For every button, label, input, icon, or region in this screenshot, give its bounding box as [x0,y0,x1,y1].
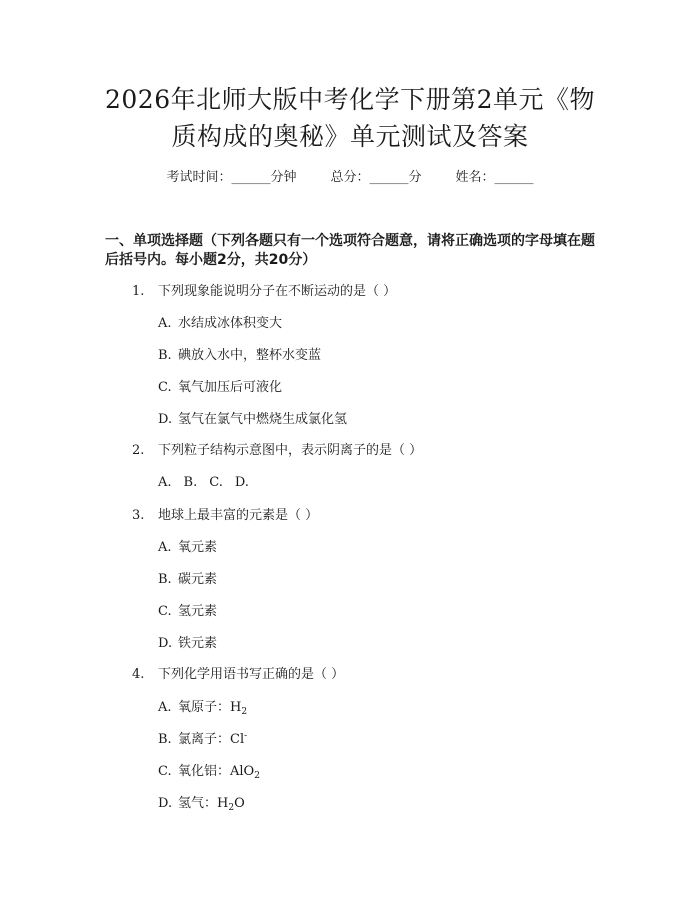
option-text: 氢元素 [178,604,218,619]
option-letter: D. [158,636,173,651]
question-number: 4. [132,667,145,682]
time-unit: 分钟 [270,170,297,185]
question-text: 下列化学用语书写正确的是（ ） [158,667,345,682]
question-3-option-c [158,602,217,622]
question-4-option-d [158,794,245,814]
option-b: B. [183,475,198,490]
option-letter: A. [158,316,172,331]
question-3-option-a [158,538,217,558]
option-text: 氧元素 [178,540,218,555]
question-number: 3. [132,508,145,523]
question-3 [132,506,318,526]
option-letter: C. [158,380,172,395]
question-1-option-b [158,346,321,366]
question-4-option-c [158,762,260,782]
question-1 [132,282,396,302]
question-1-option-a [158,314,282,334]
option-text: 氧气加压后可液化 [178,380,283,395]
score-unit: 分 [408,170,422,185]
option-d: D. [234,475,249,490]
question-3-option-b [158,570,217,590]
option-letter: B. [158,572,172,587]
question-text: 地球上最丰富的元素是（ ） [158,508,319,523]
option-letter: D. [158,796,173,811]
name-blank: ______ [494,170,534,185]
question-4-option-b [158,730,247,750]
option-text: 氯离子： [178,732,231,747]
option-text: 氧原子： [178,700,231,715]
option-letter: A. [158,540,172,555]
option-text: 水结成冰体积变大 [178,316,283,331]
option-text: 碳元素 [178,572,218,587]
exam-meta [0,168,700,188]
score-label: 总分： [330,170,370,185]
time-label: 考试时间： [166,170,232,185]
chemical-formula: $H_2$ [230,700,248,717]
option-letter: B. [158,348,172,363]
question-4-option-a [158,698,247,718]
section-heading-line-2: 后括号内。每小题2分，共20分） [105,252,317,268]
question-number: 1. [132,284,145,299]
option-letter: D. [158,412,173,427]
option-letter: A. [158,700,172,715]
question-1-option-d [158,410,347,430]
option-c: C. [209,475,223,490]
option-letter: C. [158,604,172,619]
name-label: 姓名： [455,170,495,185]
option-text: 氢气： [178,796,218,811]
question-text: 下列现象能说明分子在不断运动的是（ ） [158,284,397,299]
question-1-option-c [158,378,282,398]
chemical-formula: AlO$_2$ [230,764,260,781]
option-text: 氧化铝： [178,764,231,779]
chemical-formula: $H_2O$ [217,796,245,813]
score-blank: ______ [369,170,409,185]
chemical-formula: Cl- [230,731,248,747]
page-title-line-2: 质构成的奥秘》单元测试及答案 [171,122,529,151]
option-text: 碘放入水中，整杯水变蓝 [178,348,322,363]
time-blank: ______ [231,170,271,185]
page-title-line-1: 2026年北师大版中考化学下册第2单元《物 [104,85,596,114]
question-2-options [158,473,261,493]
question-number: 2. [132,443,145,458]
option-text: 氢气在氯气中燃烧生成氯化氢 [178,412,348,427]
question-3-option-d [158,634,217,654]
question-text: 下列粒子结构示意图中，表示阴离子的是（ ） [158,443,423,458]
option-text: 铁元素 [178,636,218,651]
option-letter: C. [158,764,172,779]
question-4 [132,665,344,685]
option-a: A. [158,475,172,490]
question-2 [132,441,422,461]
section-heading-line-1: 一、单项选择题（下列各题只有一个选项符合题意，请将正确选项的字母填在题 [105,233,595,249]
option-letter: B. [158,732,172,747]
